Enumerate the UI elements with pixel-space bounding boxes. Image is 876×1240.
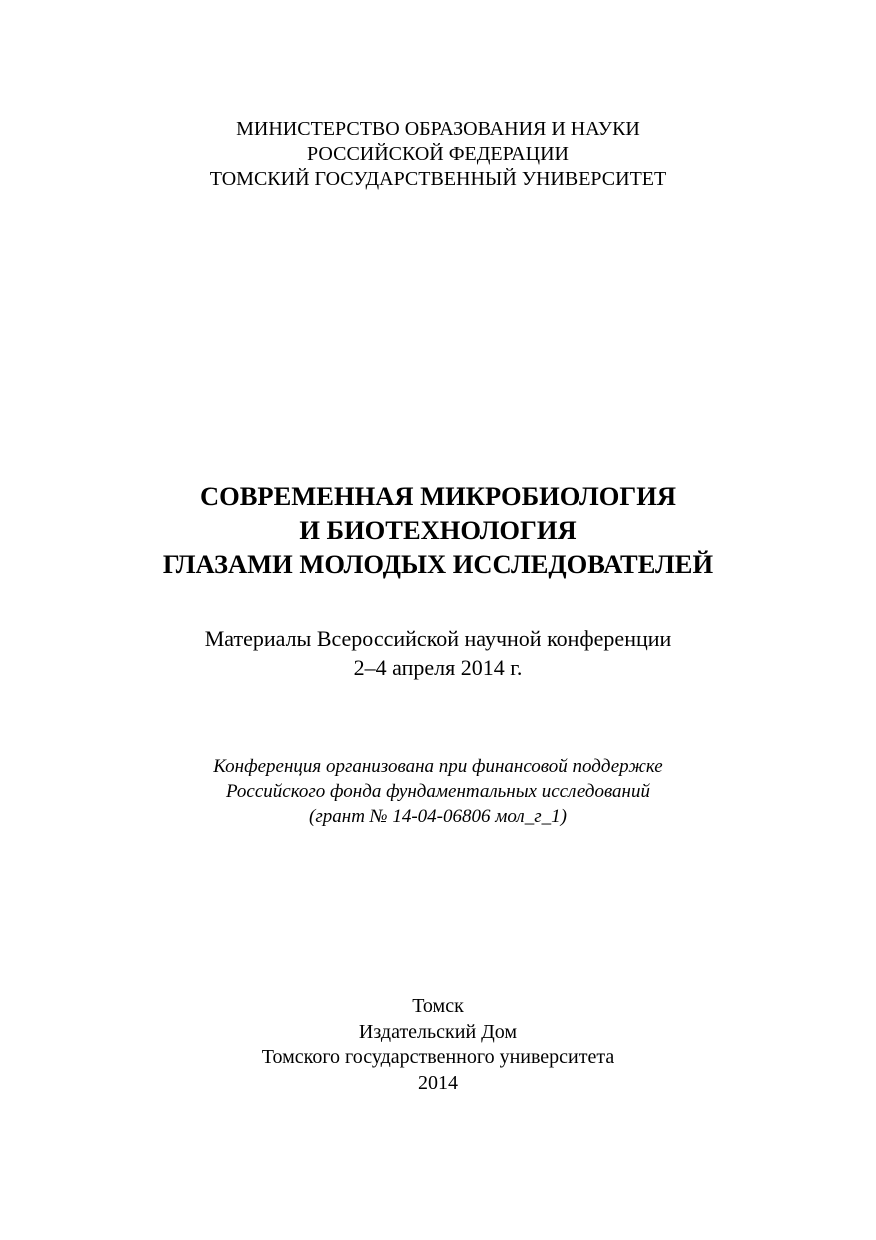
imprint-publisher: Издательский Дом [358, 1020, 518, 1043]
funding-line-2: Российского фонда фундаментальных исследований [226, 781, 650, 802]
imprint-publisher-university: Томского государственного университета [261, 1046, 615, 1068]
ministry-header [0, 117, 876, 192]
imprint-year: 2014 [418, 1071, 458, 1094]
conference-materials: Материалы Всероссийской научной конференции [204, 626, 672, 651]
title-line-1: СОВРЕМЕННАЯ МИКРОБИОЛОГИЯ [200, 481, 676, 511]
funding-line-1: Конференция организована при финансовой поддержке [213, 756, 663, 777]
ministry-line-2: РОССИЙСКОЙ ФЕДЕРАЦИИ [307, 143, 569, 165]
ministry-line-1: МИНИСТЕРСТВО ОБРАЗОВАНИЯ И НАУКИ [236, 118, 640, 140]
university-line: ТОМСКИЙ ГОСУДАРСТВЕННЫЙ УНИВЕРСИТЕТ [209, 168, 667, 190]
funding-note [0, 754, 876, 829]
publisher-imprint [0, 994, 876, 1096]
imprint-city: Томск [412, 995, 464, 1017]
grant-number: (грант № 14-04-06806 мол_г_1) [309, 806, 567, 827]
conference-subtitle [0, 624, 876, 682]
title-line-2: И БИОТЕХНОЛОГИЯ [299, 515, 577, 545]
title-line-3: ГЛАЗАМИ МОЛОДЫХ ИССЛЕДОВАТЕЛЕЙ [162, 549, 714, 579]
book-title [0, 479, 876, 581]
conference-dates: 2–4 апреля 2014 г. [353, 655, 523, 680]
